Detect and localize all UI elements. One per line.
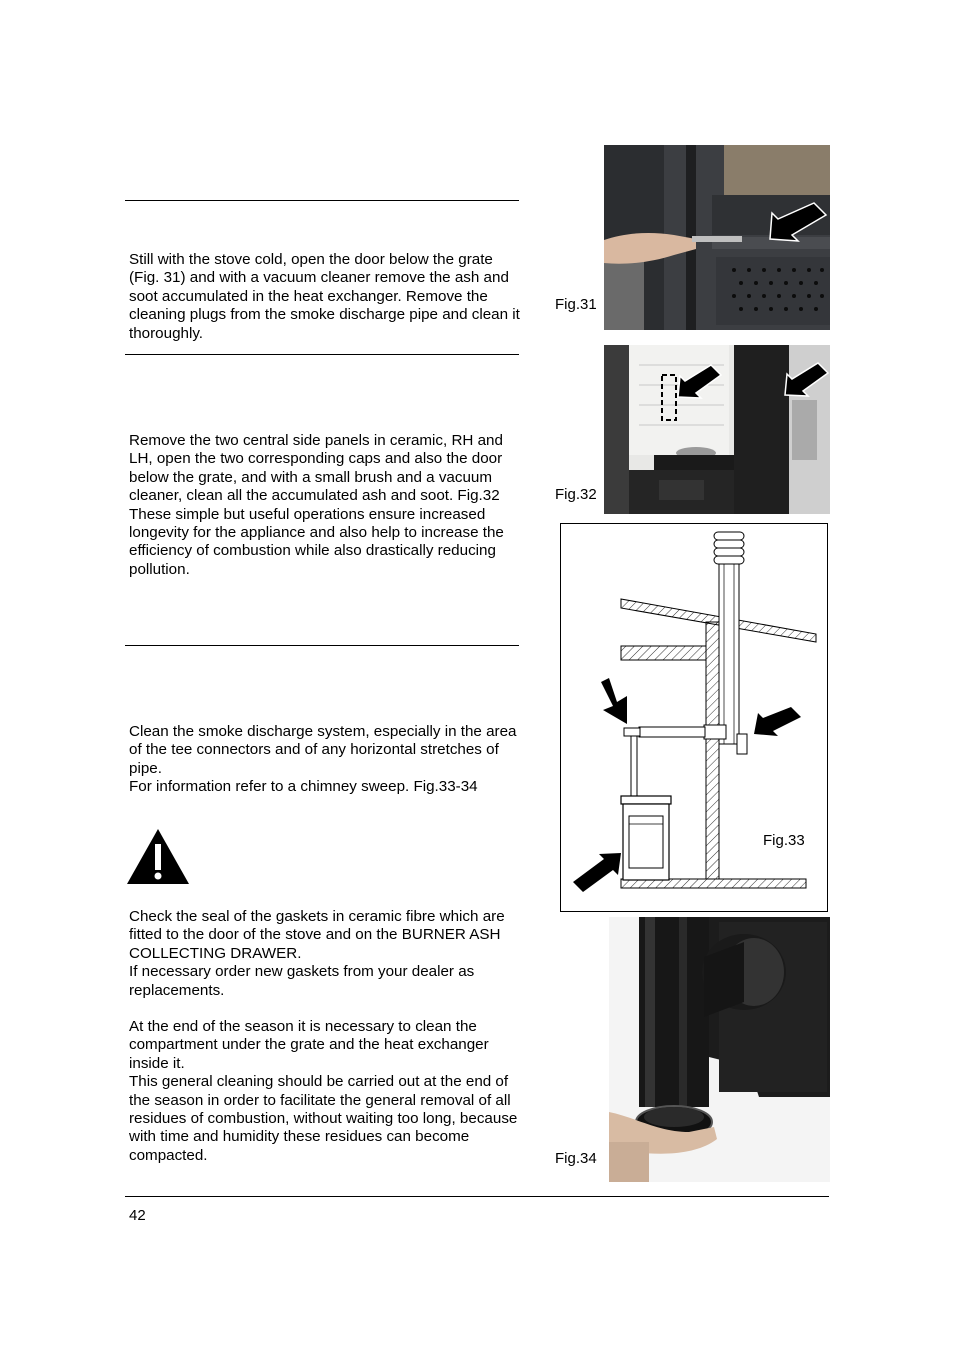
fig34-photo [609, 917, 830, 1182]
footer-rule [125, 1196, 829, 1197]
fig32-caption: Fig.32 [555, 486, 597, 503]
section-divider-3 [125, 645, 519, 646]
fig34-caption: Fig.34 [555, 1150, 597, 1167]
paragraph-side-panels: Remove the two central side panels in ceramic, RH and LH, open the two corresponding caps and also the door below the grate, and with a small brush and a vacuum cleaner, clean all the accumulated ash and soot. Fig.32 These simple but useful operations ensure increased longevity for the appliance and also help to increase the efficiency of combustion while also drastically reducing pollution. [129, 432, 504, 578]
page-number: 42 [129, 1207, 146, 1224]
paragraph-smoke-discharge: Clean the smoke discharge system, especially in the area of the tee connectors and of any horizontal stretches of pipe. For information refer to a chimney sweep. Fig.33-34 [129, 723, 517, 796]
paragraph-end-of-season: At the end of the season it is necessary to clean the compartment under the grate and the heat exchanger inside it. This general cleaning should be carried out at the end of the season in order to facilitate the general removal of all residues of combustion, without waiting too long, because with time and humidity these residues can become compacted. [129, 1018, 518, 1164]
fig31-photo [604, 145, 830, 330]
paragraph-heat-exchanger: Still with the stove cold, open the door below the grate (Fig. 31) and with a vacuum cleaner remove the ash and soot accumulated in the heat exchanger. Remove the cleaning plugs from the smoke discharge pipe and clean it thoroughly. [129, 251, 520, 342]
warning-triangle-icon [126, 828, 190, 885]
paragraph-gaskets: Check the seal of the gaskets in ceramic fibre which are fitted to the door of the stove and on the BURNER ASH COLLECTING DRAWER. If necessary order new gaskets from your dealer as replacements. [129, 908, 505, 999]
section-divider-1 [125, 200, 519, 201]
fig32-photo [604, 345, 830, 514]
fig33-caption: Fig.33 [763, 832, 805, 849]
fig33-diagram [560, 523, 828, 912]
fig31-caption: Fig.31 [555, 296, 597, 313]
section-divider-2 [125, 354, 519, 355]
